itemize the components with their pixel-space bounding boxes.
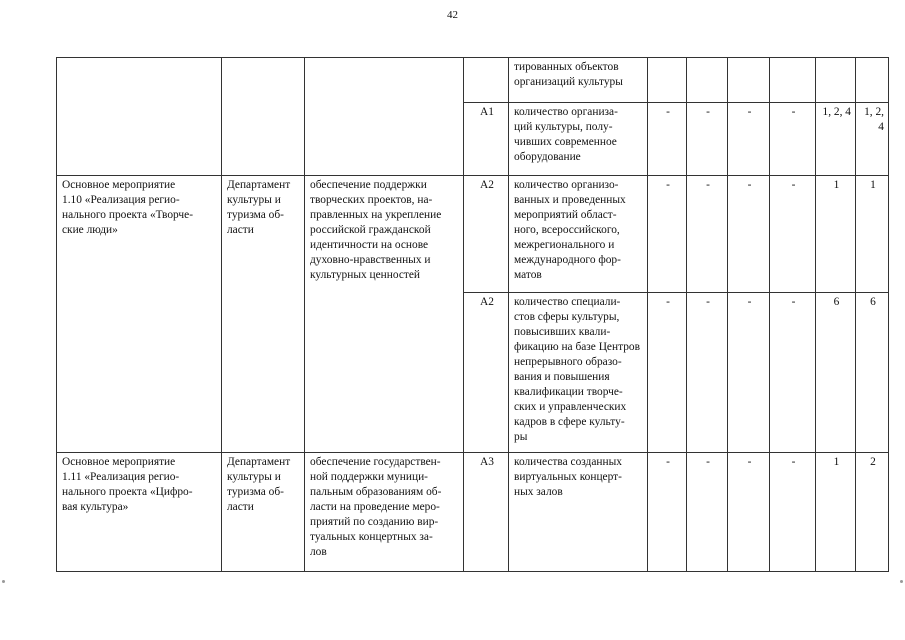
goal-cell bbox=[305, 58, 464, 176]
value-cell: - bbox=[687, 453, 728, 572]
value-cell bbox=[816, 58, 856, 103]
value-cell: 1, 2, 4 bbox=[816, 103, 856, 176]
value-cell: - bbox=[770, 176, 816, 293]
scan-speck bbox=[900, 580, 903, 583]
indicator-cell: количества созданных виртуальных концерт- ных залов bbox=[509, 453, 648, 572]
value-cell: 6 bbox=[856, 293, 889, 453]
value-cell: - bbox=[770, 293, 816, 453]
code-cell: А1 bbox=[464, 103, 509, 176]
value-cell: - bbox=[648, 293, 687, 453]
indicator-cell: тированных объектов организаций культуры bbox=[509, 58, 648, 103]
value-cell: - bbox=[687, 176, 728, 293]
indicator-cell: количество организо- ванных и проведенных мероприятий област- ного, всероссийского, межрегионального и международного фор- матов bbox=[509, 176, 648, 293]
value-cell: - bbox=[648, 453, 687, 572]
value-cell: - bbox=[728, 176, 770, 293]
department-cell: Департамент культуры и туризма об- ласти bbox=[222, 176, 305, 453]
page-number: 42 bbox=[447, 9, 458, 21]
value-cell bbox=[728, 58, 770, 103]
value-cell: - bbox=[687, 293, 728, 453]
indicator-cell: количество организа- ций культуры, полу- чивших современное оборудование bbox=[509, 103, 648, 176]
value-cell: 6 bbox=[816, 293, 856, 453]
event-cell bbox=[57, 58, 222, 176]
table-row bbox=[57, 453, 889, 572]
value-cell: - bbox=[770, 453, 816, 572]
scan-speck bbox=[2, 580, 5, 583]
goal-cell: обеспечение поддержки творческих проектов, на- правленных на укрепление российской гражданской идентичности на основе духовно-нравственных и культурных ценностей bbox=[305, 176, 464, 453]
value-cell: - bbox=[728, 103, 770, 176]
table-row bbox=[57, 58, 889, 103]
value-cell: - bbox=[728, 293, 770, 453]
value-cell: 1 bbox=[816, 453, 856, 572]
value-cell: 1, 2, 4 bbox=[856, 103, 889, 176]
value-cell: - bbox=[687, 103, 728, 176]
code-cell: А2 bbox=[464, 176, 509, 293]
code-cell: А3 bbox=[464, 453, 509, 572]
department-cell: Департамент культуры и туризма об- ласти bbox=[222, 453, 305, 572]
event-cell: Основное мероприятие 1.11 «Реализация регио- нального проекта «Цифро- вая культура» bbox=[57, 453, 222, 572]
value-cell bbox=[770, 58, 816, 103]
department-cell bbox=[222, 58, 305, 176]
value-cell: - bbox=[648, 103, 687, 176]
indicator-cell: количество специали- стов сферы культуры, повысивших квали- фикацию на базе Центров непрерывного образо- вания и повышения квалификации творче- ских и управленческих кадров в сфере культу- ры bbox=[509, 293, 648, 453]
value-cell: 2 bbox=[856, 453, 889, 572]
value-cell bbox=[687, 58, 728, 103]
value-cell: 1 bbox=[856, 176, 889, 293]
value-cell bbox=[856, 58, 889, 103]
program-events-table bbox=[56, 57, 889, 572]
value-cell: - bbox=[648, 176, 687, 293]
table-row bbox=[57, 176, 889, 293]
value-cell: - bbox=[770, 103, 816, 176]
goal-cell: обеспечение государствен- ной поддержки муници- пальным образованиям об- ласти на проведение меро- приятий по созданию вир- туальных концертных за- лов bbox=[305, 453, 464, 572]
event-cell: Основное мероприятие 1.10 «Реализация регио- нального проекта «Творче- ские люди» bbox=[57, 176, 222, 453]
value-cell: 1 bbox=[816, 176, 856, 293]
value-cell: - bbox=[728, 453, 770, 572]
code-cell: А2 bbox=[464, 293, 509, 453]
value-cell bbox=[648, 58, 687, 103]
code-cell bbox=[464, 58, 509, 103]
